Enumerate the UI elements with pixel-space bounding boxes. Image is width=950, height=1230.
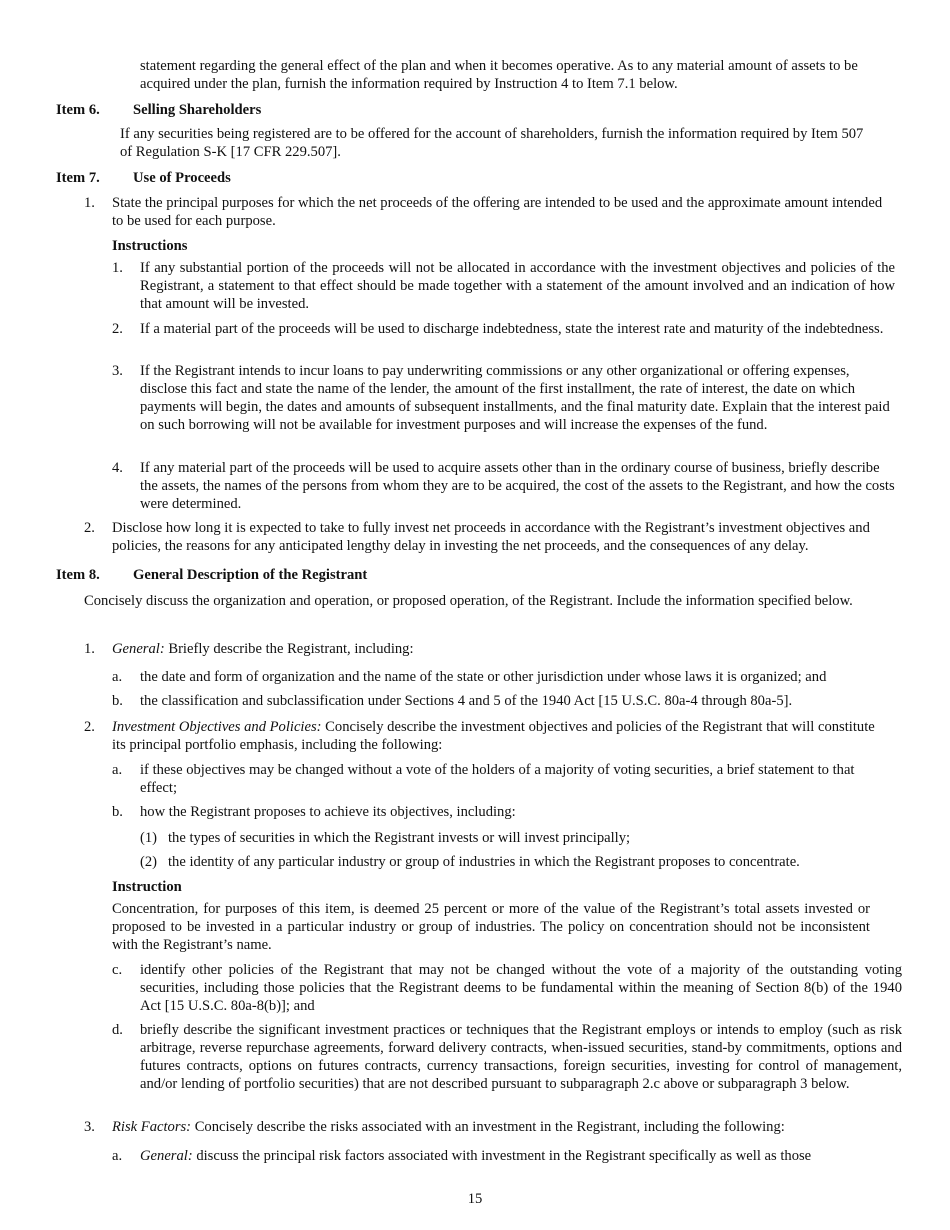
- item8-s3-a-body: discuss the principal risk factors associated with investment in the Registrant specifically as well as those: [192, 1148, 812, 1164]
- item8-s1-b-number: b.: [112, 693, 123, 709]
- instruction-text: If any substantial portion of the proceeds will not be allocated in accordance with the investment objectives and policies of the Registrant, a statement to that effect should be made together with a statement of the amount involved and an indication of how that amount will be invested.: [140, 260, 895, 312]
- item8-title: General Description of the Registrant: [133, 567, 368, 583]
- item8-s2-b-sub1-text: the types of securities in which the Registrant invests or will invest principally;: [168, 830, 631, 846]
- item6-paragraph: If any securities being registered are to be offered for the account of shareholders, furnish the information required by Item 507 of Regulation S-K [17 CFR 229.507].: [120, 126, 864, 160]
- item7-p1-text: State the principal purposes for which the net proceeds of the offering are intended to be used and the approximate amount intended to be used for each purpose.: [112, 195, 883, 229]
- item7-p2-number: 2.: [84, 520, 95, 536]
- item8-s3-label: Risk Factors:: [112, 1119, 192, 1135]
- instruction-number: 3.: [112, 363, 123, 379]
- item8-s2-body: Concisely describe the investment objectives and policies of the Registrant that will constitute its principal portfolio emphasis, including the following:: [112, 719, 875, 753]
- item8-s2-a-text: if these objectives may be changed without a vote of the holders of a majority of voting securities, a brief statement to that effect;: [140, 762, 855, 796]
- instruction-number: 1.: [112, 260, 123, 276]
- item8-instruction-heading: Instruction: [112, 879, 182, 895]
- item8-s2-text: [112, 718, 892, 754]
- item8-s2-c-text: identify other policies of the Registrant that may not be changed without the vote of a majority of the outstanding voting securities, including those policies that the Registrant deems to be fundamental within the meaning of Section 8(b) of the 1940 Act [15 U.S.C. 80a-8(b)]; and: [140, 962, 902, 1014]
- item8-s3-text: [112, 1118, 892, 1136]
- item8-number: Item 8.: [56, 567, 100, 583]
- intro-paragraph: statement regarding the general effect of the plan and when it becomes operative. As to any material amount of assets to be acquired under the plan, furnish the information required by Instruction 4 to Item 7.1 below.: [140, 58, 858, 92]
- item8-s2-d-text: briefly describe the significant investment practices or techniques that the Registrant employs or intends to employ (such as risk arbitrage, reverse repurchase agreements, forward delivery contracts, when-issued securities, stand-by commitments, options and futures contracts, options on futures contracts, currency transactions, foreign securities, investing for control of management, and/or lending of portfolio securities) that are not described pursuant to subparagraph 2.c above or subparagraph 3 below.: [140, 1022, 902, 1092]
- item8-instruction-text: Concentration, for purposes of this item, is deemed 25 percent or more of the value of the Registrant’s total assets invested or proposed to be invested in a particular industry or group of industries. The policy on concentration should not be inconsistent with the Registrant’s name.: [112, 901, 870, 953]
- item8-s1-label: General:: [112, 641, 165, 657]
- item7-p2-text: Disclose how long it is expected to take to fully invest net proceeds in accordance with the Registrant’s investment objectives and policies, the reasons for any anticipated lengthy delay in investing the net proceeds, and the consequences of any delay.: [112, 520, 870, 554]
- instruction-text: If the Registrant intends to incur loans to pay underwriting commissions or any other organizational or offering expenses, disclose this fact and state the name of the lender, the amount of the first installment, the rate of interest, the date on which payments will begin, the dates and amounts of subsequent installments, and the final maturity date. Explain that the interest paid on such borrowing will not be available for investment purposes and will increase the expenses of the fund.: [140, 363, 890, 433]
- item8-s2-b-sub1-number: (1): [140, 830, 158, 846]
- item8-s1-a-number: a.: [112, 669, 123, 685]
- item8-s3-a-number: a.: [112, 1148, 123, 1164]
- item6-title: Selling Shareholders: [133, 102, 262, 118]
- item7-title: Use of Proceeds: [133, 170, 231, 186]
- item8-s2-c-number: c.: [112, 962, 123, 978]
- item8-intro: Concisely discuss the organization and operation, or proposed operation, of the Registrant. Include the information specified below.: [84, 593, 853, 609]
- item7-p1-number: 1.: [84, 195, 95, 211]
- instruction-number: 4.: [112, 460, 123, 476]
- item8-s2-b-sub2-text: the identity of any particular industry or group of industries in which the Registrant proposes to concentrate.: [168, 854, 800, 870]
- item8-s2-label: Investment Objectives and Policies:: [112, 719, 322, 735]
- item8-s1-a-text: the date and form of organization and the name of the state or other jurisdiction under whose laws it is organized; and: [140, 669, 827, 685]
- page-number: 15: [467, 1191, 483, 1207]
- item8-s2-b-text: how the Registrant proposes to achieve its objectives, including:: [140, 804, 516, 820]
- item8-s3-a-label: General:: [140, 1148, 193, 1164]
- item8-s2-a-number: a.: [112, 762, 123, 778]
- item7-instructions-heading: Instructions: [112, 238, 188, 254]
- item8-s2-b-sub2-number: (2): [140, 854, 158, 870]
- item8-s2-b-number: b.: [112, 804, 123, 820]
- item6-number: Item 6.: [56, 102, 100, 118]
- instruction-number: 2.: [112, 321, 123, 337]
- item8-s3-body: Concisely describe the risks associated with an investment in the Registrant, including the following:: [191, 1119, 785, 1135]
- item8-s3-a-text: [140, 1147, 902, 1165]
- item8-s1-b-text: the classification and subclassification under Sections 4 and 5 of the 1940 Act [15 U.S.C. 80a-4 through 80a-5].: [140, 693, 793, 709]
- item8-s1-text: [112, 640, 892, 658]
- item8-s2-number: 2.: [84, 719, 95, 735]
- instruction-text: If any material part of the proceeds will be used to acquire assets other than in the ordinary course of business, briefly describe the assets, the names of the persons from whom they are to be acquired, the cost of the assets to the Registrant, and how the costs were determined.: [140, 460, 895, 512]
- item8-s3-number: 3.: [84, 1119, 95, 1135]
- item8-s1-number: 1.: [84, 641, 95, 657]
- item7-number: Item 7.: [56, 170, 100, 186]
- item8-s1-body: Briefly describe the Registrant, including:: [164, 641, 414, 657]
- instruction-text: If a material part of the proceeds will be used to discharge indebtedness, state the interest rate and maturity of the indebtedness.: [140, 321, 884, 337]
- item8-s2-d-number: d.: [112, 1022, 123, 1038]
